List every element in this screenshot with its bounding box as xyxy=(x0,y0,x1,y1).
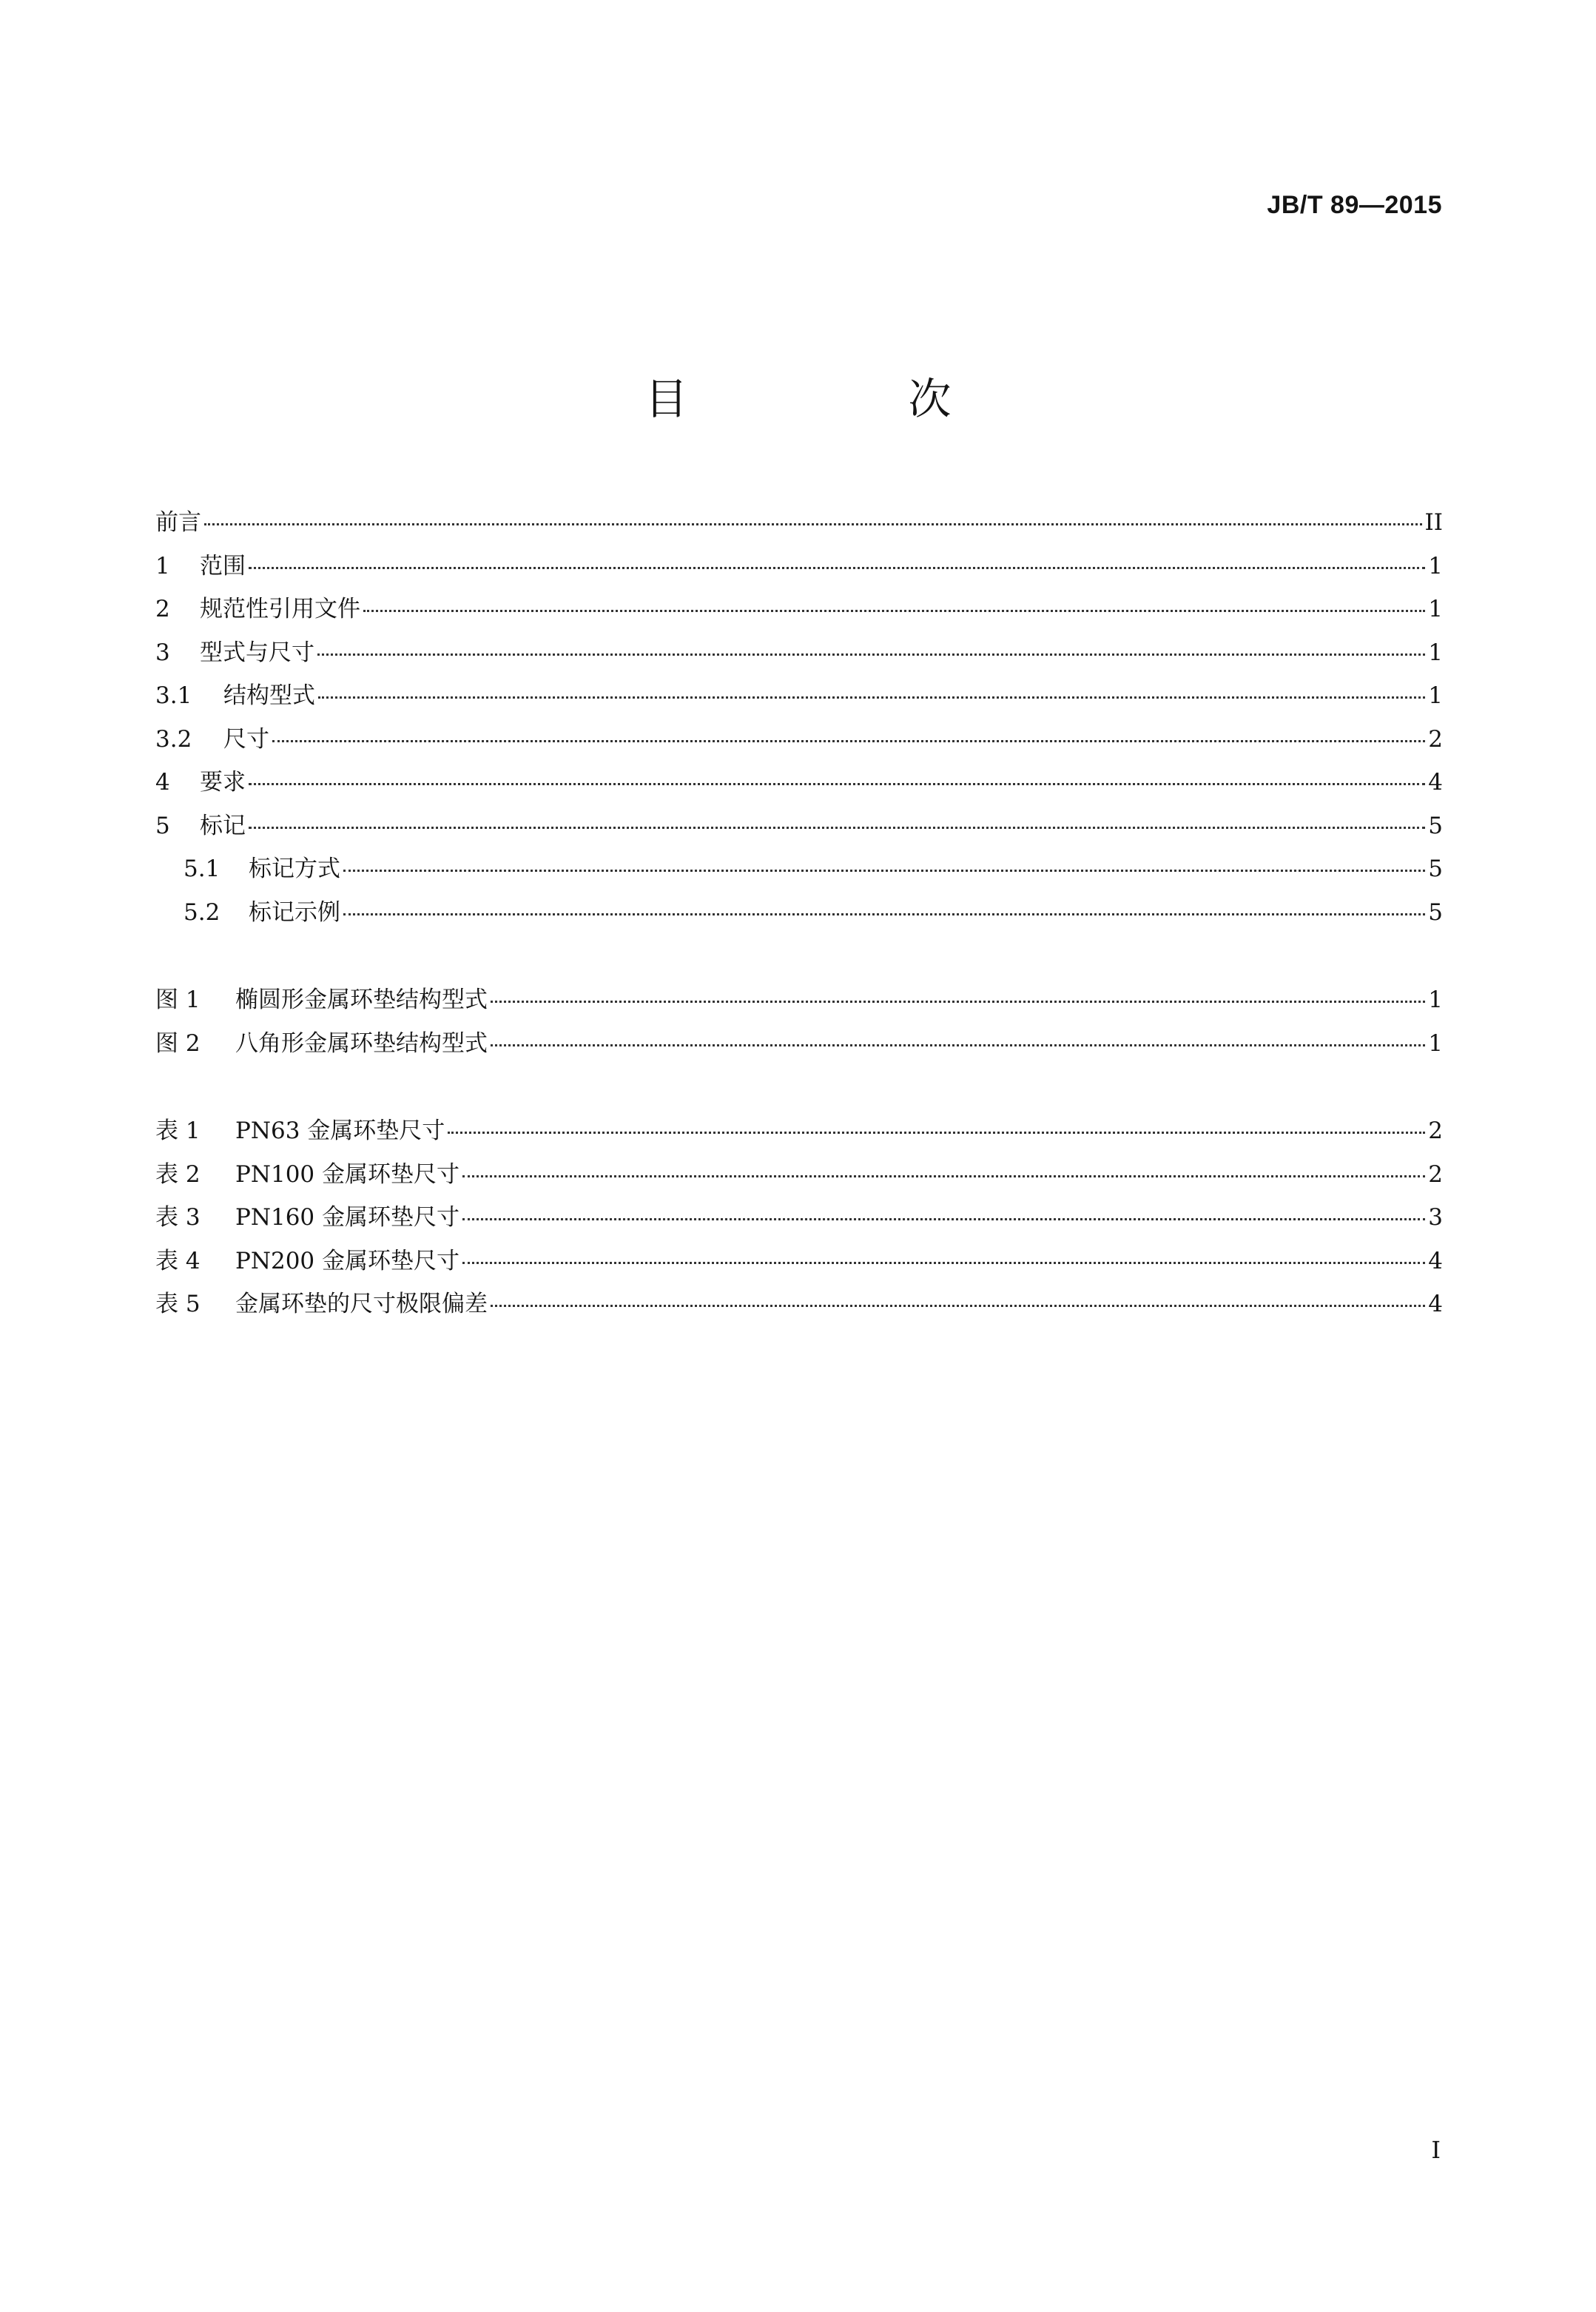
toc-entry[interactable] xyxy=(155,590,1443,634)
figure-number: 图 2 xyxy=(155,1029,201,1057)
figure-number: 图 1 xyxy=(155,987,201,1013)
toc-sections xyxy=(155,503,1443,936)
table-entry[interactable] xyxy=(155,1242,1443,1286)
dot-leader xyxy=(448,1132,1425,1134)
table-number: 表 3 xyxy=(155,1204,201,1231)
dot-leader xyxy=(343,913,1425,915)
dot-leader xyxy=(343,870,1425,872)
dot-leader xyxy=(272,740,1425,742)
table-entry[interactable] xyxy=(155,1112,1443,1155)
dot-leader xyxy=(249,827,1425,829)
table-label: PN160 金属环垫尺寸 xyxy=(235,1204,460,1231)
table-entry[interactable] xyxy=(155,1198,1443,1242)
dot-leader xyxy=(491,1305,1425,1307)
table-label: PN200 金属环垫尺寸 xyxy=(235,1247,460,1274)
toc-entry[interactable] xyxy=(155,503,1443,547)
dot-leader xyxy=(249,783,1425,785)
toc-spacer xyxy=(155,1067,1443,1112)
toc-entry[interactable] xyxy=(155,763,1443,807)
figure-page: 1 xyxy=(1428,987,1443,1013)
toc-label: 标记 xyxy=(200,812,246,839)
table-number: 表 2 xyxy=(155,1160,201,1188)
toc-page: 2 xyxy=(1428,725,1443,753)
toc-label: 要求 xyxy=(200,769,246,796)
toc-page: 1 xyxy=(1428,682,1443,709)
toc-label: 尺寸 xyxy=(223,725,269,753)
dot-leader xyxy=(462,1262,1425,1264)
table-page: 4 xyxy=(1428,1247,1443,1274)
page-title: 目 次 xyxy=(644,374,1040,424)
toc-label: 前言 xyxy=(155,509,201,536)
table-page: 4 xyxy=(1428,1291,1443,1317)
toc-entry[interactable] xyxy=(155,720,1443,764)
figure-label: 八角形金属环垫结构型式 xyxy=(235,1029,488,1057)
dot-leader xyxy=(249,567,1425,569)
toc-page: II xyxy=(1424,509,1443,536)
toc-entry[interactable] xyxy=(155,676,1443,720)
toc-page: 4 xyxy=(1428,769,1443,796)
toc-entry[interactable] xyxy=(155,893,1443,937)
toc-number: 4 xyxy=(155,769,170,796)
toc-label: 结构型式 xyxy=(223,682,315,709)
dot-leader xyxy=(491,1044,1425,1046)
table-page: 2 xyxy=(1428,1118,1443,1144)
toc-label: 标记方式 xyxy=(249,856,340,882)
toc-number: 3 xyxy=(155,639,170,666)
toc-page: 1 xyxy=(1428,596,1443,622)
table-entry[interactable] xyxy=(155,1285,1443,1328)
table-number: 表 1 xyxy=(155,1118,201,1144)
table-page: 2 xyxy=(1428,1160,1443,1188)
toc-number: 5.2 xyxy=(183,898,220,926)
toc-label: 型式与尺寸 xyxy=(200,639,314,666)
toc-number: 3.1 xyxy=(155,682,192,709)
toc-label: 标记示例 xyxy=(249,898,340,926)
dot-leader xyxy=(462,1175,1425,1177)
dot-leader xyxy=(491,1001,1425,1003)
figure-entry[interactable] xyxy=(155,1024,1443,1068)
figure-entry[interactable] xyxy=(155,981,1443,1024)
toc-number: 5.1 xyxy=(183,856,220,882)
toc-page: 5 xyxy=(1428,898,1443,926)
toc-label: 范围 xyxy=(200,552,246,579)
toc-page: 1 xyxy=(1428,552,1443,579)
table-label: 金属环垫的尺寸极限偏差 xyxy=(235,1291,488,1317)
table-number: 表 5 xyxy=(155,1291,201,1317)
figure-page: 1 xyxy=(1428,1029,1443,1057)
dot-leader xyxy=(204,523,1422,525)
toc-figures xyxy=(155,981,1443,1067)
table-page: 3 xyxy=(1428,1204,1443,1231)
standard-code: JB/T 89—2015 xyxy=(1267,191,1442,219)
table-label: PN63 金属环垫尺寸 xyxy=(235,1118,445,1144)
dot-leader xyxy=(462,1218,1425,1220)
toc-page: 1 xyxy=(1428,639,1443,666)
toc-tables xyxy=(155,1112,1443,1328)
toc-page: 5 xyxy=(1428,856,1443,882)
toc-number: 1 xyxy=(155,552,170,579)
toc-spacer xyxy=(155,936,1443,981)
toc-entry[interactable] xyxy=(155,807,1443,850)
table-of-contents xyxy=(155,503,1443,1328)
toc-number: 2 xyxy=(155,596,170,622)
toc-page: 5 xyxy=(1428,812,1443,839)
toc-number: 3.2 xyxy=(155,725,192,753)
dot-leader xyxy=(317,653,1425,656)
toc-entry[interactable] xyxy=(155,850,1443,893)
table-number: 表 4 xyxy=(155,1247,201,1274)
dot-leader xyxy=(318,696,1425,699)
table-entry[interactable] xyxy=(155,1155,1443,1199)
figure-label: 椭圆形金属环垫结构型式 xyxy=(235,987,488,1013)
toc-entry[interactable] xyxy=(155,547,1443,591)
page-number: I xyxy=(1431,2136,1441,2164)
toc-label: 规范性引用文件 xyxy=(200,596,360,622)
dot-leader xyxy=(363,610,1425,612)
toc-entry[interactable] xyxy=(155,634,1443,677)
toc-number: 5 xyxy=(155,812,170,839)
table-label: PN100 金属环垫尺寸 xyxy=(235,1160,460,1188)
